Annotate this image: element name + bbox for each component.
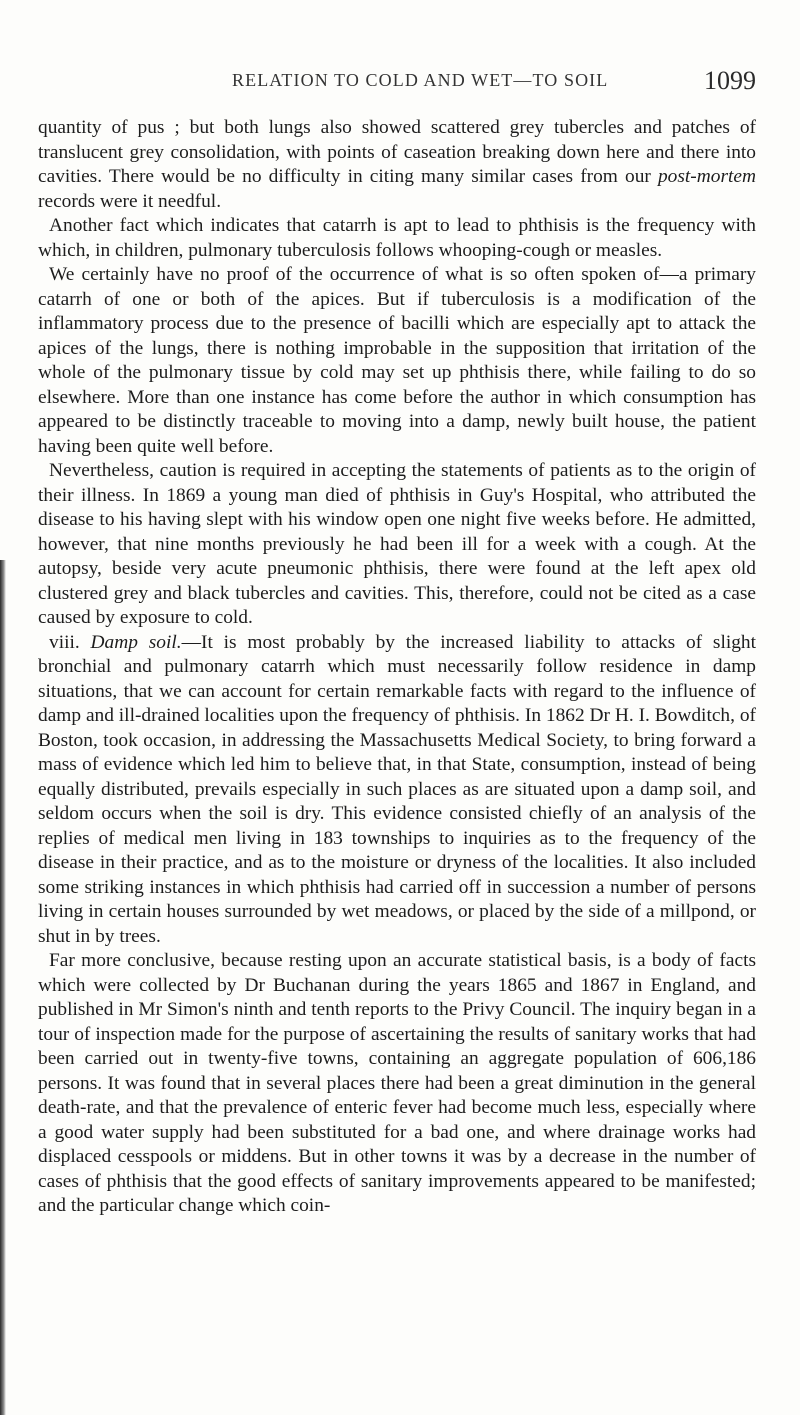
- paragraph-text: Far more conclusive, because resting upon an accurate statistical basis, is a body of facts which were collected by Dr Buchanan during the years 1865 and 1867 in England, and published in Mr Simon's ninth and tenth reports to the Privy Council. The inquiry began in a tour of inspection made for the purpose of ascertaining the results of sanitary works that had been carried out in twenty-five towns, containing an aggregate population of 606,186 persons. It was found that in several places there had been a great diminution in the general death-rate, and that the prevalence of enteric fever had become much less, especially where a good water supply had been substituted for a bad one, and where drainage works had displaced cesspools or middens. But in other towns it was by a decrease in the number of cases of phthisis that the good effects of sanitary improvements appeared to be manifested; and the particular change which coin-: [38, 950, 756, 1216]
- italic-term: post-mortem: [657, 166, 756, 187]
- page-number: 1099: [704, 66, 756, 95]
- paragraph-text: Nevertheless, caution is required in accepting the statements of patients as to the origin of their illness. In 1869 a young man died of phthisis in Guy's Hospital, who attributed the disease to his having slept with his window open one night five weeks before. He admitted, however, that nine months previously he had been ill for a week with a cough. At the autopsy, beside very acute pneumonic phthisis, there were found at the left apex old clustered grey and black tubercles and cavities. This, therefore, could not be cited as a case caused by exposure to cold.: [38, 460, 756, 628]
- section-heading: Damp soil.: [90, 631, 182, 653]
- paragraph-caution: [38, 459, 756, 631]
- paragraph-catarrh-fact: [38, 214, 756, 263]
- paragraph-buchanan: [38, 949, 756, 1219]
- paragraph-primary-catarrh: [38, 263, 756, 459]
- paragraph-damp-soil: [38, 631, 756, 950]
- paragraph-text: quantity of pus ; but both lungs also showed scattered grey tubercles and patches of translucent grey consolidation, with points of caseation breaking down here and there into cavities. There would be no difficulty in citing many similar cases from our post-mortem records were it needful.: [38, 117, 756, 212]
- running-title: RELATION TO COLD AND WET—TO SOIL: [232, 70, 609, 90]
- paragraph-text: We certainly have no proof of the occurrence of what is so often spoken of—a primary catarrh of one or both of the apices. But if tuberculosis is a modification of the inflammatory process due to the presence of bacilli which are especially apt to attack the apices of the lungs, there is nothing improbable in the supposition that irritation of the whole of the pulmonary tissue by cold may set up phthisis there, while failing to do so elsewhere. More than one instance has come before the author in which consumption has appeared to be distinctly traceable to moving into a damp, newly built house, the patient having been quite well before.: [38, 264, 756, 457]
- page-binding-edge: [0, 560, 6, 1415]
- paragraph-text: —It is most probably by the increased liability to attacks of slight bronchial and pulmonary catarrh which must necessarily follow residence in damp situations, that we can account for certain remarkable facts with regard to the influence of damp and ill-drained localities upon the frequency of phthisis. In 1862 Dr H. I. Bowditch, of Boston, took occasion, in addressing the Massachusetts Medical Society, to bring forward a mass of evidence which led him to believe that, in that State, consumption, instead of being equally distributed, prevails especially in such places as are situated upon a damp soil, and seldom occurs when the soil is dry. This evidence consisted chiefly of an analysis of the replies of medical men living in 183 townships to inquiries as to the frequency of the disease in their practice, and as to the moisture or dryness of the localities. It also included some striking instances in which phthisis had carried off in succession a number of persons living in certain houses surrounded by wet meadows, or placed by the side of a millpond, or shut in by trees.: [38, 631, 757, 947]
- section-number: viii.: [49, 631, 91, 653]
- paragraph-text: Another fact which indicates that catarrh is apt to lead to phthisis is the frequency with which, in children, pulmonary tuberculosis follows whooping-cough or measles.: [38, 215, 756, 261]
- running-header: [0, 64, 800, 96]
- body-text: [38, 116, 756, 1219]
- paragraph-continuation: [38, 116, 756, 214]
